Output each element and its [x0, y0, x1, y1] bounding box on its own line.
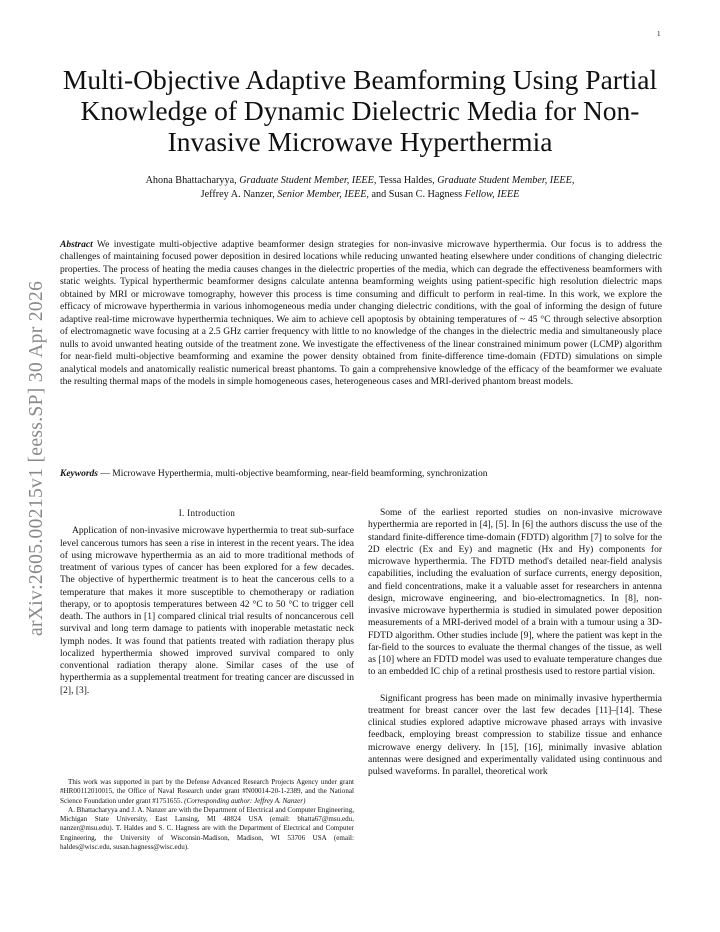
author-affiliation: Graduate Student Member, IEEE, — [239, 175, 377, 186]
keywords-label: Keywords — [60, 469, 98, 479]
body-paragraph: Application of non-invasive microwave hyperthermia to treat sub-surface level cancerous tumors has seen a rise in interest in the recent years. The idea of using microwave hyperthermia as an aid to more traditional methods of treatment of various types of cancer has been explored for a few decades. The objective of hyperthermic treatment is to heat the cancerous cells to a temperature that makes it more susceptible to chemotherapy or radiation therapy, or to apoptosis temperatures between 42 °C to 50 °C to trigger cell death. The authors in [1] compared clinical trial results of noncancerous cell survival and long term damage to patients with inoperable metastatic neck lymph nodes. It was found that patients treated with radiation therapy plus localized hyperthermia showed improved survival compared to only conventional radiation therapy alone. Similar cases of the use of hyperthermia as a supplemental treatment for treating cancer are discussed in [2], [3]. — [60, 526, 354, 696]
body-paragraph: Significant progress has been made on minimally invasive hyperthermia treatment for breast cancer over the last few decades [11]–[14]. These clinical studies explored adaptive microwave phased arrays with invasive feedback, employing breast compression to stabilize tissue and enhance microwave energy delivery. In [15], [16], minimally invasive ablation antennas were designed and experimentally validated using continuous and pulsed waveforms. In parallel, theoretical work — [368, 693, 662, 777]
funding-note: This work was supported in part by the Defense Advanced Research Projects Agency under grant #HR00112010015, the Office of Naval Research under grant #N00014-20-1-2389, and the National Science Foundation under grant #1751655. — [60, 778, 354, 805]
author-affiliation: Senior Member, IEEE, — [277, 189, 369, 200]
author-name: Jeffrey A. Nanzer, — [200, 189, 278, 200]
page-number: 1 — [657, 30, 661, 38]
author-affiliation: Graduate Student Member, IEEE, — [437, 175, 575, 186]
abstract — [60, 239, 662, 388]
keywords — [60, 468, 662, 480]
author-affiliation: Fellow, IEEE — [464, 189, 520, 200]
arxiv-identifier-stamp[interactable]: arXiv:2605.00215v1 [eess.SP] 30 Apr 2026 — [26, 280, 47, 636]
footnote — [60, 778, 354, 852]
paper-title: Multi-Objective Adaptive Beamforming Using Partial Knowledge of Dynamic Dielectric Media for Non-Invasive Microwave Hyperthermia — [62, 64, 658, 157]
abstract-text: We investigate multi-objective adaptive beamformer design strategies for non-invasive microwave hyperthermia. Our focus is to address the challenges of maintaining focused power deposition in desired locations while reducing unwanted heating elsewhere under conditions of changing dielectric properties. The process of heating the media causes changes in the dielectric properties of the media, which can degrade the effectiveness beamformers with static weights. Typical hyperthermic beamformer designs calculate antenna beamforming weights using patient-specific high resolution dielectric maps obtained by MRI or microwave tomography, however this process is time consuming and difficult to perform in real-time. In this work, we explore the efficacy of microwave hyperthermia in various inhomogeneous media under changing dielectric conditions, with the goal of informing the design of future adaptive real-time microwave hyperthermia techniques. We aim to achieve cell apoptosis by obtaining temperatures of ~ 45 °C through selective absorption of electromagnetic wave focusing at a 2.5 GHz carrier frequency with little to no knowledge of the changes in the dielectric media and simultaneously place nulls to avoid unwanted heating outside of the treatment zone. We investigate the effectiveness of the linear constrained minimum power (LCMP) algorithm for near-field multi-objective beamforming and examine the power density obtained from finite-difference time-domain (FDTD) simulations on simple analytical models and anatomically realistic numerical breast phantoms. To gain a comprehensive knowledge of the efficacy of the beamformer we evaluate the resulting thermal maps of the models in simple homogeneous cases, heterogeneous cases and MRI-derived phantom breast models. — [60, 240, 662, 387]
author-name: Tessa Haldes, — [376, 175, 438, 186]
left-column — [60, 507, 354, 697]
author-name: and Susan C. Hagness — [368, 189, 465, 200]
keywords-text: — Microwave Hyperthermia, multi-objective beamforming, near-field beamforming, synchronization — [98, 469, 488, 479]
section-heading: I. Introduction — [178, 508, 236, 518]
author-list — [60, 174, 660, 202]
author-name: Ahona Bhattacharyya, — [145, 175, 240, 186]
right-column — [368, 507, 662, 778]
corresponding-author-note: (Corresponding author: Jeffrey A. Nanzer) — [184, 796, 306, 805]
body-paragraph: Some of the earliest reported studies on non-invasive microwave hyperthermia are reported in [4], [5]. In [6] the authors discuss the use of the standard finite-difference time-domain (FDTD) algorithm [7] to solve for the 2D electric (Ex and Ey) and magnetic (Hx and Hy) components for microwave hyperthermia. The FDTD method's detailed near-field analysis capabilities, including the evaluation of surface currents, energy deposition, and field concentrations, make it a valuable asset for researchers in antenna design, microwave engineering, and bio-electromagnetics. In [8], non-invasive microwave hyperthermia is studied in simulated power deposition measurements of a MRI-derived model of a brain with a tumour using a 3D-FDTD algorithm. Other studies include [9], where the patient was kept in the far-field to the sources to evaluate the thermal changes of the tissue, as well as [10] where an FDTD model was used to evaluate temperature changes due to an embedded IC chip of a retinal prosthesis used to restore partial vision. — [368, 508, 662, 678]
affiliations-note: A. Bhattacharyya and J. A. Nanzer are with the Department of Electrical and Computer Engineering, Michigan State University, East Lansing, MI 48824 USA (email: bhatta67@msu.edu, nanzer@msu.edu). T. Haldes and S. C. Hagness are with the Department of Electrical and Computer Engineering, the University of Wisconsin-Madison, Madison, WI 53706 USA (email: haldes@wisc.edu, susan.hagness@wisc.edu). — [60, 805, 355, 852]
abstract-label: Abstract — [60, 240, 93, 250]
